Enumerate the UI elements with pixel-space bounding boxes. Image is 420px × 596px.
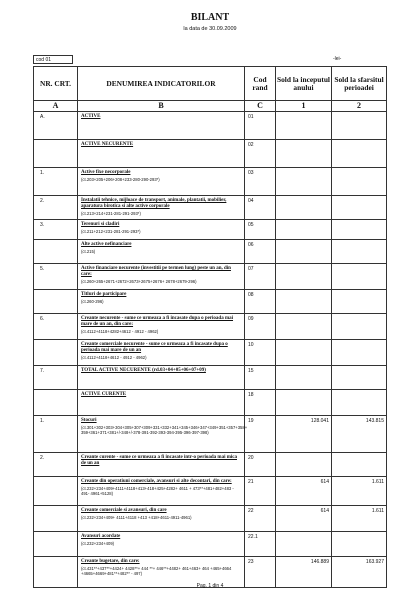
indicator-label: Active financiare necurente (investitii pe termen lung) peste un an, din care: (81, 266, 231, 277)
indicator-label: TOTAL ACTIVE NECURENTE (rd.03+04+05+06+07+09) (81, 368, 206, 373)
table-row (34, 112, 387, 140)
row-code: 23 (245, 557, 276, 588)
sold-inceput-value (276, 264, 332, 290)
sold-inceput-value (276, 290, 332, 314)
row-indicator (78, 390, 245, 416)
letter-c: C (245, 101, 276, 112)
row-indicator (78, 477, 245, 506)
indicator-formula: (ct.232+234+409) (81, 541, 115, 546)
row-code: 22 (245, 506, 276, 532)
letter-a: A (34, 101, 78, 112)
row-number (34, 477, 78, 506)
table-row (34, 240, 387, 264)
indicator-formula: (ct.431**+437**+4424+ 4428**+ 444 **+ 446**+4482+ 461+463+ 464 +465+4664 +4665+4669+481**+482** - 497) (81, 566, 232, 577)
row-code: 07 (245, 264, 276, 290)
sold-inceput-value: 614 (276, 477, 332, 506)
row-number: 2. (34, 453, 78, 477)
indicator-formula: (ct.4112+4118+4612 - 4912 - 4962) (81, 355, 147, 360)
indicator-label: Creante bugetare, din care: (81, 559, 140, 564)
row-indicator (78, 220, 245, 240)
row-indicator (78, 290, 245, 314)
header-denumire: DENUMIREA INDICATORILOR (78, 67, 245, 101)
row-number: 6. (34, 314, 78, 340)
row-code: 09 (245, 314, 276, 340)
sold-sfarsit-value (332, 366, 387, 390)
table-row (34, 140, 387, 168)
sold-inceput-value: 128.041 (276, 416, 332, 453)
row-number: 1. (34, 416, 78, 453)
row-number (34, 340, 78, 366)
indicator-label: Alte active nefinanciare (81, 242, 132, 247)
row-number (34, 240, 78, 264)
form-code: cod 01 (33, 55, 73, 64)
row-number: 5. (34, 264, 78, 290)
table-row (34, 220, 387, 240)
row-code: 21 (245, 477, 276, 506)
sold-sfarsit-value (332, 390, 387, 416)
indicator-label: Creante curente - sume ce urmeaza a fi incasate intr-o perioada mai mica de un an (81, 455, 237, 466)
row-number: 2. (34, 196, 78, 220)
row-number: 3. (34, 220, 78, 240)
table-row (34, 290, 387, 314)
row-indicator (78, 264, 245, 290)
letter-1: 1 (276, 101, 332, 112)
row-indicator (78, 240, 245, 264)
sold-sfarsit-value: 163.927 (332, 557, 387, 588)
row-number: 1. (34, 168, 78, 196)
indicator-formula: (ct.211+212+231-281-291-293*) (81, 229, 141, 234)
table-row (34, 196, 387, 220)
indicator-formula: (ct.213+214+231-281-291-293*) (81, 211, 141, 216)
sold-sfarsit-value: 1.611 (332, 506, 387, 532)
currency-unit: -lei- (333, 56, 342, 62)
row-number: A. (34, 112, 78, 140)
document-title: BILANT (190, 12, 230, 23)
balance-sheet-table (33, 66, 387, 588)
row-number (34, 532, 78, 557)
row-indicator (78, 340, 245, 366)
row-code: 10 (245, 340, 276, 366)
row-indicator (78, 140, 245, 168)
sold-sfarsit-value (332, 168, 387, 196)
indicator-label: ACTIVE NECURENTE (81, 142, 134, 147)
indicator-label: Terenuri si cladiri (81, 222, 120, 227)
row-indicator (78, 112, 245, 140)
sold-sfarsit-value (332, 453, 387, 477)
row-indicator (78, 416, 248, 453)
indicator-label: Creante din operatiuni comerciale, avansuri si alte decontari, din care: (81, 479, 232, 484)
row-code: 08 (245, 290, 276, 314)
table-row (34, 506, 387, 532)
header-sold-sfarsit: Sold la sfarsitul perioadei (332, 67, 387, 101)
indicator-label: Creante comerciale si avansuri, din care (81, 508, 167, 513)
header-cod: Cod rand (245, 67, 276, 101)
sold-sfarsit-value (332, 264, 387, 290)
table-row (34, 532, 387, 557)
sold-inceput-value (276, 453, 332, 477)
row-indicator (78, 453, 245, 477)
indicator-formula: (ct.203+205+206+208+233-280-290-293*) (81, 177, 160, 182)
sold-inceput-value (276, 196, 332, 220)
row-number (34, 140, 78, 168)
sold-inceput-value (276, 140, 332, 168)
table-row (34, 477, 387, 506)
indicator-label: Creante comerciale necurente - sume ce urmeaza a fi incasate dupa o perioada mai mare de un an (81, 342, 228, 353)
sold-inceput-value (276, 390, 332, 416)
indicator-label: ACTIVE (81, 114, 101, 119)
row-code: 06 (245, 240, 276, 264)
table-row (34, 366, 387, 390)
indicator-formula: (ct.260-296) (81, 299, 104, 304)
header-sold-inceput: Sold la inceputul anului (276, 67, 332, 101)
sold-sfarsit-value (332, 340, 387, 366)
indicator-formula: (ct.4112+4118+4282+4612 - 4912 - 4962) (81, 329, 159, 334)
row-indicator (78, 168, 245, 196)
indicator-label: Active fixe necorporale (81, 170, 131, 175)
indicator-formula: (ct.260+265+2671+2672+2673+2675+2676+ 2678+2679-296) (81, 279, 197, 284)
row-code: 05 (245, 220, 276, 240)
table-row (34, 314, 387, 340)
column-letters-row (34, 101, 387, 112)
indicator-formula: (ct.232+234+409+4111+4118+413+418+425+4282+ 4611 + 473**+481+482+483 - 491- 4961+5128) (81, 486, 234, 497)
table-row (34, 340, 387, 366)
indicator-label: Avansuri acordate (81, 534, 121, 539)
sold-inceput-value (276, 168, 332, 196)
indicator-formula: (ct.301+302+303+304+305+307+309+331+332+341+345+346+347+349+351+357+358+ 359+361+371+381+/-348+/-378-391-392-393-394-395-396-397-398) (81, 425, 248, 436)
page-number: Pag. 1 din 4 (196, 583, 224, 589)
indicator-label: Stocuri (81, 418, 97, 423)
letter-2: 2 (332, 101, 387, 112)
table-body (34, 112, 387, 588)
indicator-formula: (ct.232+234+409+ 4111+4118 +413 +418+4611-4911-4961) (81, 515, 192, 520)
sold-sfarsit-value (332, 220, 387, 240)
sold-inceput-value (276, 532, 332, 557)
table-row (34, 264, 387, 290)
indicator-formula: (ct.215) (81, 249, 96, 254)
row-code: 01 (245, 112, 276, 140)
table-row (34, 390, 387, 416)
row-code: 03 (245, 168, 276, 196)
row-number (34, 506, 78, 532)
table-row (34, 168, 387, 196)
row-indicator (78, 506, 245, 532)
indicator-label: Titluri de participare (81, 292, 127, 297)
row-code: 04 (245, 196, 276, 220)
indicator-label: ACTIVE CURENTE (81, 392, 127, 397)
letter-b: B (78, 101, 245, 112)
sold-inceput-value (276, 340, 332, 366)
row-code: 20 (245, 453, 276, 477)
row-number (34, 390, 78, 416)
document-date: la data de 30.09.2009 (183, 26, 237, 32)
sold-sfarsit-value (332, 314, 387, 340)
sold-sfarsit-value: 143.815 (332, 416, 387, 453)
row-code: 18 (245, 390, 276, 416)
sold-sfarsit-value: 1.611 (332, 477, 387, 506)
sold-inceput-value: 614 (276, 506, 332, 532)
row-code: 19 (245, 416, 276, 453)
sold-inceput-value (276, 240, 332, 264)
row-indicator (78, 366, 245, 390)
table-row (34, 416, 387, 453)
row-code: 15 (245, 366, 276, 390)
header-row (34, 67, 387, 101)
row-indicator (78, 532, 245, 557)
row-number: 7. (34, 366, 78, 390)
indicator-label: Creante necurente - sume ce urmeaza a fi incasate dupa o perioada mai mare de un an, din care: (81, 316, 234, 327)
sold-inceput-value (276, 220, 332, 240)
sold-inceput-value (276, 366, 332, 390)
sold-sfarsit-value (332, 196, 387, 220)
indicator-label: Instalatii tehnice, mijloace de transport, animale, plantatii, mobilier, aparatura birotica si alte active corporale (81, 198, 227, 209)
row-indicator (78, 196, 245, 220)
sold-sfarsit-value (332, 290, 387, 314)
sold-inceput-value: 146.889 (276, 557, 332, 588)
sold-sfarsit-value (332, 240, 387, 264)
table-row (34, 453, 387, 477)
sold-sfarsit-value (332, 140, 387, 168)
row-indicator (78, 314, 245, 340)
sold-sfarsit-value (332, 112, 387, 140)
row-code: 22.1 (245, 532, 276, 557)
sold-sfarsit-value (332, 532, 387, 557)
header-nr: NR. CRT. (34, 67, 78, 101)
row-number (34, 290, 78, 314)
sold-inceput-value (276, 314, 332, 340)
sold-inceput-value (276, 112, 332, 140)
row-code: 02 (245, 140, 276, 168)
